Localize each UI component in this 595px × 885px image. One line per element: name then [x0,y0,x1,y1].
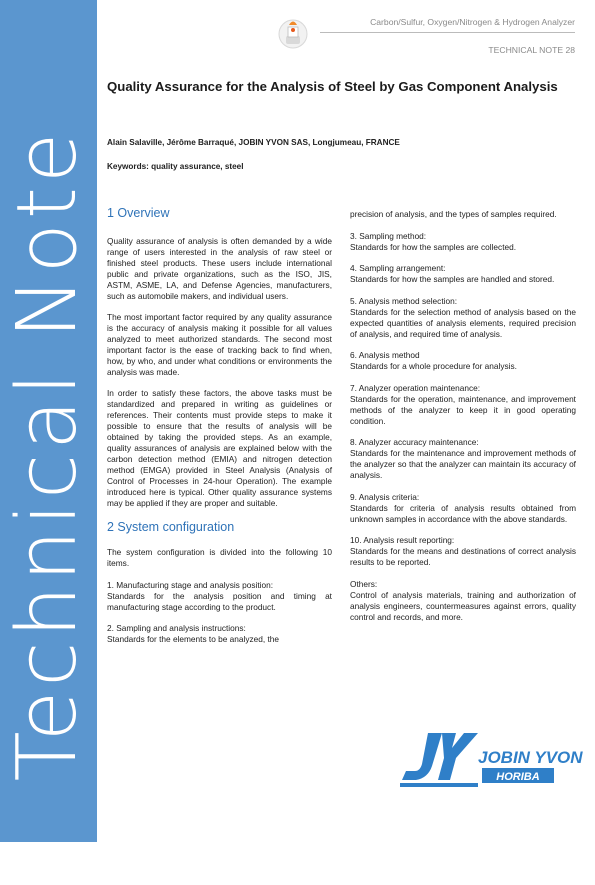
list-item [350,437,576,481]
sidebar-title: Technical Note [0,128,95,782]
authors-line: Alain Salaville, Jérôme Barraqué, JOBIN YVON SAS, Longjumeau, FRANCE [107,138,400,147]
header-divider [320,32,575,33]
section-heading-overview: 1 Overview [107,206,170,220]
paragraph: The most important factor required by any quality assurance is the accuracy of analysis making it possible for all values analyzed to meet authorized standards. The second most important factor is the ease of tracking back to find when, how, by who, and under what conditions or environments the analysis was made. [107,312,332,377]
document-title: Quality Assurance for the Analysis of Steel by Gas Component Analysis [107,79,558,94]
list-item-title: 7. Analyzer operation maintenance: [350,382,481,393]
list-item-text: Standards for how the samples are handled and stored. [350,274,555,285]
list-item-title: 5. Analysis method selection: [350,295,457,306]
list-item [350,579,576,623]
list-item-title: 6. Analysis method [350,350,420,361]
list-item [107,580,332,613]
sidebar-band [0,0,97,842]
paragraph: Quality assurance of analysis is often demanded by a wide range of users interested in the analysis of raw steel or finished steel products. These users include international public and private organizations, such as the ISO, JIS, ASTM, ASME, LA, and Defense Agencies, manufacturers, such as automobile makers, and individual users. [107,236,332,301]
list-item-title: 3. Sampling method: [350,230,427,241]
list-item-text: Standards for the selection method of analysis based on the expected quantities of analysis elements, required precision of analysis, and required time of analysis. [350,306,576,339]
list-item [350,535,576,568]
list-item [350,383,576,427]
list-item-text: Standards for how the samples are collected. [350,241,517,252]
list-item [107,623,332,645]
list-item [350,350,576,372]
analyzer-logo-icon [278,16,308,50]
list-item-title: 2. Sampling and analysis instructions: [107,623,246,634]
list-item [350,296,576,340]
paragraph: In order to satisfy these factors, the above tasks must be standardized and prepared in writing as guidelines or references. Their contents must provide steps to make it possible to ensure that the results of analysis will be obtained by taking the provided steps. As an example, quality assurances of analysis are explained below with the carbon detection method (EMIA) and nitrogen detection method (EMGA) provided in Steel Analysis (Analysis of Control of Processes in 24-hour Operation). The example introduced here is typical. Other quality assurance systems may be applied if they are proper and suitable. [107,388,332,508]
list-item-text: Standards for the analysis position and timing at manufacturing stage according to the product. [107,590,332,612]
list-item-title: 10. Analysis result reporting: [350,535,455,546]
list-item-text: Control of analysis materials, training and authorization of analysis engineers, countermeasures against errors, quality control and records, and more. [350,589,576,622]
list-item-title: 8. Analyzer accuracy maintenance: [350,437,479,448]
list-item [350,263,576,285]
logo-sub-text: HORIBA [496,771,540,783]
technical-note-number: TECHNICAL NOTE 28 [488,45,575,55]
jobin-yvon-horiba-logo-icon [398,730,583,790]
left-column [107,205,332,656]
list-item-text: Standards for criteria of analysis results obtained from unknown samples in accordance with the above standards. [350,502,576,524]
keywords-line: Keywords: quality assurance, steel [107,162,244,171]
list-item [350,492,576,525]
list-item-text: Standards for the operation, maintenance, and improvement methods of the analyzer to keep it in good operating condition. [350,393,576,426]
list-item-title: Others: [350,578,378,589]
list-item-text: Standards for the means and destinations of correct analysis results to be reported. [350,546,576,568]
list-item [350,231,576,253]
list-item-text: Standards for the elements to be analyzed, the [107,634,280,645]
product-line: Carbon/Sulfur, Oxygen/Nitrogen & Hydrogen Analyzer [370,17,575,27]
list-item-title: 1. Manufacturing stage and analysis position: [107,579,274,590]
list-item-title: 9. Analysis criteria: [350,491,420,502]
list-item-text: Standards for the maintenance and improvement methods of the analyzer so that the analyzer can maintain its accuracy of analysis. [350,448,576,481]
right-column [350,209,576,633]
section-heading-system-configuration: 2 System configuration [107,520,235,535]
paragraph-continuation: precision of analysis, and the types of samples required. [350,209,557,219]
list-item-text: Standards for a whole procedure for analysis. [350,361,517,372]
list-item-title: 4. Sampling arrangement: [350,263,446,274]
paragraph: The system configuration is divided into the following 10 items. [107,547,332,569]
logo-brand-text: JOBIN YVON [478,748,583,767]
